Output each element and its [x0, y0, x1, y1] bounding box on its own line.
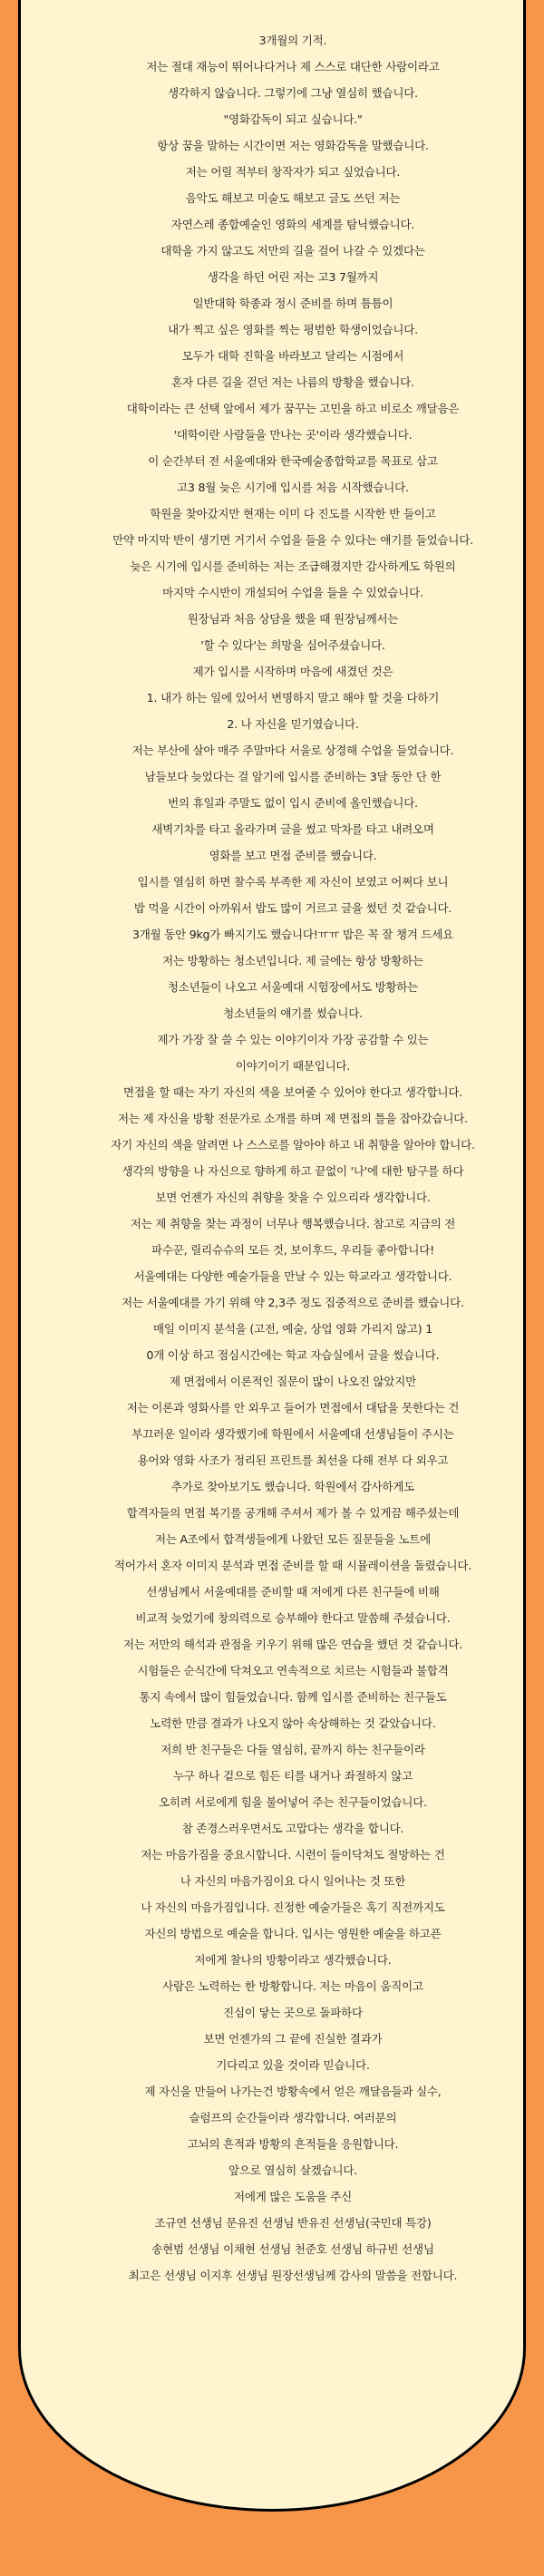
- letter-line: 합격자들의 면접 복기를 공개해 주셔서 제가 볼 수 있게끔 해주셨는데: [126, 1506, 460, 1520]
- letter-line: 조규연 선생님 문유진 선생님 반유진 선생님(국민대 특강): [154, 2216, 432, 2230]
- letter-line: 용어와 영화 사조가 정리된 프린트를 최선을 다해 전부 다 외우고: [137, 1453, 449, 1467]
- letter-line: 제 면접에서 이론적인 질문이 많이 나오진 않았지만: [169, 1375, 417, 1388]
- letter-line: 저는 A조에서 합격생들에게 나왔던 모든 질문들을 노트에: [154, 1532, 432, 1546]
- letter-line: '대학이란 사람들을 만나는 곳'이라 생각했습니다.: [173, 428, 413, 442]
- letter-line: 혼자 다른 길을 걷던 저는 나름의 방황을 했습니다.: [171, 375, 414, 389]
- letter-line: 나 자신의 마음가짐이요 다시 일어나는 것 또한: [180, 1874, 406, 1888]
- letter-line: 남들보다 늦었다는 걸 알기에 입시를 준비하는 3달 동안 단 한: [144, 770, 442, 783]
- letter-line: 비교적 늦었기에 창의력으로 승부해야 한다고 말씀해 주셨습니다.: [135, 1611, 451, 1625]
- letter-line: 사람은 노력하는 한 방황합니다. 저는 마음이 움직이고: [162, 1979, 423, 1993]
- letter-line: 청소년들의 얘기를 썼습니다.: [223, 1006, 363, 1020]
- letter-line: 대학이라는 큰 선택 앞에서 제가 꿈꾸는 고민을 하고 비로소 깨달음은: [126, 402, 460, 415]
- letter-line: 만약 마지막 반이 생기면 거기서 수업을 들을 수 있다는 얘기를 들었습니다.: [112, 533, 473, 547]
- letter-line: 0개 이상 하고 점심시간에는 학교 자습실에서 글을 썼습니다.: [146, 1348, 440, 1362]
- letter-line: 3개월의 기적.: [258, 34, 327, 47]
- letter-line: 고3 8월 늦은 시기에 입시를 처음 시작했습니다.: [177, 481, 409, 494]
- letter-line: 오히려 서로에게 힘을 불어넣어 주는 친구들이었습니다.: [159, 1795, 427, 1809]
- letter-line: 제가 가장 잘 쓸 수 있는 이야기이자 가장 공감할 수 있는: [157, 1033, 429, 1046]
- letter-line: 저는 절대 재능이 뛰어나다거나 제 스스로 대단한 사람이라고: [146, 60, 440, 73]
- letter-line: 1. 내가 하는 일에 있어서 변명하지 말고 해야 할 것을 다하기: [146, 691, 440, 705]
- letter-line: 진심이 닿는 곳으로 돌파하다: [223, 2006, 363, 2019]
- letter-line: 통지 속에서 많이 힘들었습니다. 함께 입시를 준비하는 친구들도: [139, 1690, 447, 1704]
- letter-body: [57, 27, 529, 2289]
- letter-line: 밥 먹을 시간이 아까워서 밥도 많이 거르고 글을 썼던 것 같습니다.: [133, 901, 452, 915]
- letter-line: 항상 꿈을 말하는 시간이면 저는 영화감독을 말했습니다.: [157, 139, 429, 152]
- letter-line: 입시를 열심히 하면 찰수록 부족한 제 자신이 보였고 어쩌다 보니: [137, 875, 449, 889]
- letter-line: 저희 반 친구들은 다들 열심히, 끝까지 하는 친구들이라: [160, 1743, 425, 1756]
- letter-line: 저는 제 취향을 찾는 과정이 너무나 행복했습니다. 참고로 지금의 전: [130, 1217, 456, 1230]
- letter-line: 마지막 수시반이 개설되어 수업을 들을 수 있었습니다.: [162, 586, 423, 599]
- letter-line: 면접을 할 때는 자기 자신의 색을 보여줄 수 있어야 한다고 생각합니다.: [122, 1085, 462, 1099]
- letter-line: 대학을 가지 않고도 저만의 길을 걸어 나갈 수 있겠다는: [160, 244, 425, 258]
- letter-line: 자연스레 종합예술인 영화의 세계를 탐닉했습니다.: [170, 218, 415, 231]
- letter-line: 저는 마음가짐을 중요시합니다. 시련이 들이닥쳐도 절망하는 건: [141, 1848, 445, 1862]
- letter-line: 3개월 동안 9kg가 빠지기도 했습니다!ㅠㅠ 밥은 꼭 잘 챙겨 드세요: [131, 928, 454, 941]
- letter-line: 학원을 찾아갔지만 현재는 이미 다 진도를 시작한 반 들이고: [150, 507, 436, 520]
- letter-line: 최고은 선생님 이지후 선생님 원장선생님께 감사의 말씀을 전합니다.: [128, 2269, 458, 2282]
- letter-line: 참 존경스러우면서도 고맙다는 생각을 합니다.: [181, 1822, 404, 1835]
- letter-line: 생각을 하던 어린 저는 고3 7월까지: [207, 270, 379, 284]
- letter-line: 자기 자신의 색을 알려면 나 스스로를 알아야 하고 내 취향을 알아야 합니다.: [111, 1138, 475, 1152]
- letter-line: 보면 언젠가 자신의 취향을 찾을 수 있으리라 생각합니다.: [155, 1191, 431, 1204]
- letter-line: 번의 휴일과 주말도 없이 입시 준비에 올인했습니다.: [168, 796, 418, 810]
- letter-line: 제가 입시를 시작하며 마음에 새겼던 것은: [192, 665, 393, 678]
- letter-line: 매일 이미지 분석을 (고전, 예술, 상업 영화 가리지 않고) 1: [153, 1322, 432, 1336]
- letter-line: 보면 언젠가의 그 끝에 진실한 결과가: [203, 2032, 383, 2046]
- letter-line: 저는 제 자신을 방황 전문가로 소개를 하며 제 면접의 틀을 잡아갔습니다.: [118, 1112, 468, 1125]
- letter-line: 나 자신의 마음가짐입니다. 진정한 예술가들은 혹기 직전까지도: [141, 1900, 445, 1914]
- letter-line: 부끄러운 일이라 생각했기에 학원에서 서울예대 선생님들이 주시는: [131, 1427, 454, 1441]
- letter-line: 기다리고 있을 것이라 믿습니다.: [216, 2058, 370, 2072]
- letter-line: 저는 어릴 적부터 창작자가 되고 싶었습니다.: [185, 165, 401, 179]
- letter-paper: [18, 0, 526, 2512]
- letter-line: 저는 이론과 영화사를 안 외우고 들어가 면접에서 대답을 못한다는 건: [126, 1401, 460, 1414]
- letter-line: 저는 서울예대를 가기 위해 약 2,3주 정도 집중적으로 준비를 했습니다.: [121, 1296, 464, 1309]
- letter-line: 저는 저만의 해석과 관점을 키우기 위해 많은 연습을 했던 것 같습니다.: [122, 1638, 462, 1651]
- letter-line: 적어가서 혼자 이미지 분석과 면접 준비를 할 때 시뮬레이션을 돌렸습니다.: [114, 1559, 471, 1572]
- letter-line: '할 수 있다'는 희망을 심어주셨습니다.: [200, 638, 385, 652]
- letter-line: 송현범 선생님 이채현 선생님 천준호 선생님 하규빈 선생님: [151, 2242, 434, 2256]
- letter-line: 원장님과 처음 상담을 했을 때 원장님께서는: [187, 612, 399, 626]
- letter-line: 누구 하나 겉으로 힘든 티를 내거나 좌절하지 않고: [173, 1769, 413, 1783]
- letter-line: 앞으로 열심히 살겠습니다.: [228, 2163, 357, 2177]
- letter-line: 일반대학 학종과 정시 준비를 하며 틈틈이: [192, 296, 393, 310]
- letter-line: 영화를 보고 면접 준비를 했습니다.: [209, 849, 377, 862]
- letter-line: 서울예대는 다양한 예술가들을 만날 수 있는 학교라고 생각합니다.: [133, 1269, 452, 1283]
- letter-line: 저는 부산에 살아 매주 주말마다 서울로 상경해 수업을 들었습니다.: [131, 744, 454, 757]
- letter-line: 파수꾼, 릴리슈슈의 모든 것, 보이후드, 우리들 좋아합니다!: [151, 1243, 434, 1257]
- letter-line: 저에게 찰나의 방황이라고 생각했습니다.: [194, 1953, 392, 1967]
- letter-line: 음악도 해보고 미술도 해보고 글도 쓰던 저는: [185, 191, 401, 205]
- letter-line: 2. 나 자신을 믿기였습니다.: [227, 717, 359, 731]
- letter-line: 모두가 대학 진학을 바라보고 달리는 시점에서: [181, 349, 404, 363]
- letter-line: 선생님께서 서울예대를 준비할 때 저에게 다른 친구들에 비해: [146, 1585, 440, 1599]
- letter-line: "영화감독이 되고 싶습니다.": [223, 112, 363, 126]
- letter-line: 자신의 방법으로 예술을 합니다. 입시는 영원한 예술을 하고픈: [144, 1927, 442, 1940]
- letter-line: 새벽기차를 타고 올라가며 글을 썼고 막차를 타고 내려오며: [151, 822, 434, 836]
- letter-line: 이 순간부터 전 서울예대와 한국예술종합학교를 목표로 삼고: [148, 454, 438, 468]
- letter-line: 추가로 찾아보기도 했습니다. 학원에서 감사하게도: [170, 1480, 415, 1493]
- letter-line: 이야기이기 때문입니다.: [235, 1059, 351, 1073]
- letter-line: 생각의 방향을 나 자신으로 향하게 하고 끝없이 '나'에 대한 탐구를 하다: [121, 1164, 464, 1178]
- letter-line: 노력한 만큼 결과가 나오지 않아 속상해하는 것 같았습니다.: [150, 1716, 436, 1730]
- letter-line: 저는 방황하는 청소년입니다. 제 글에는 항상 방황하는: [162, 954, 423, 967]
- letter-line: 저에게 많은 도움을 주신: [233, 2190, 353, 2203]
- letter-line: 제 자신을 만들어 나가는건 방황속에서 얻은 깨달음들과 실수,: [144, 2085, 442, 2098]
- letter-line: 늦은 시기에 입시를 준비하는 저는 조급해졌지만 감사하게도 학원의: [130, 559, 456, 573]
- letter-line: 내가 찍고 싶은 영화를 찍는 평범한 학생이었습니다.: [168, 323, 418, 336]
- letter-line: 고뇌의 흔적과 방황의 흔적들을 응원합니다.: [187, 2137, 399, 2151]
- letter-line: 시험들은 순식간에 닥쳐오고 연속적으로 치르는 시험들과 불합격: [137, 1664, 449, 1677]
- letter-line: 슬럼프의 순간들이라 생각합니다. 여러분의: [189, 2111, 397, 2124]
- letter-line: 생각하지 않습니다. 그렇기에 그냥 열심히 했습니다.: [168, 86, 418, 100]
- letter-line: 청소년들이 나오고 서울예대 시험장에서도 방황하는: [167, 980, 419, 994]
